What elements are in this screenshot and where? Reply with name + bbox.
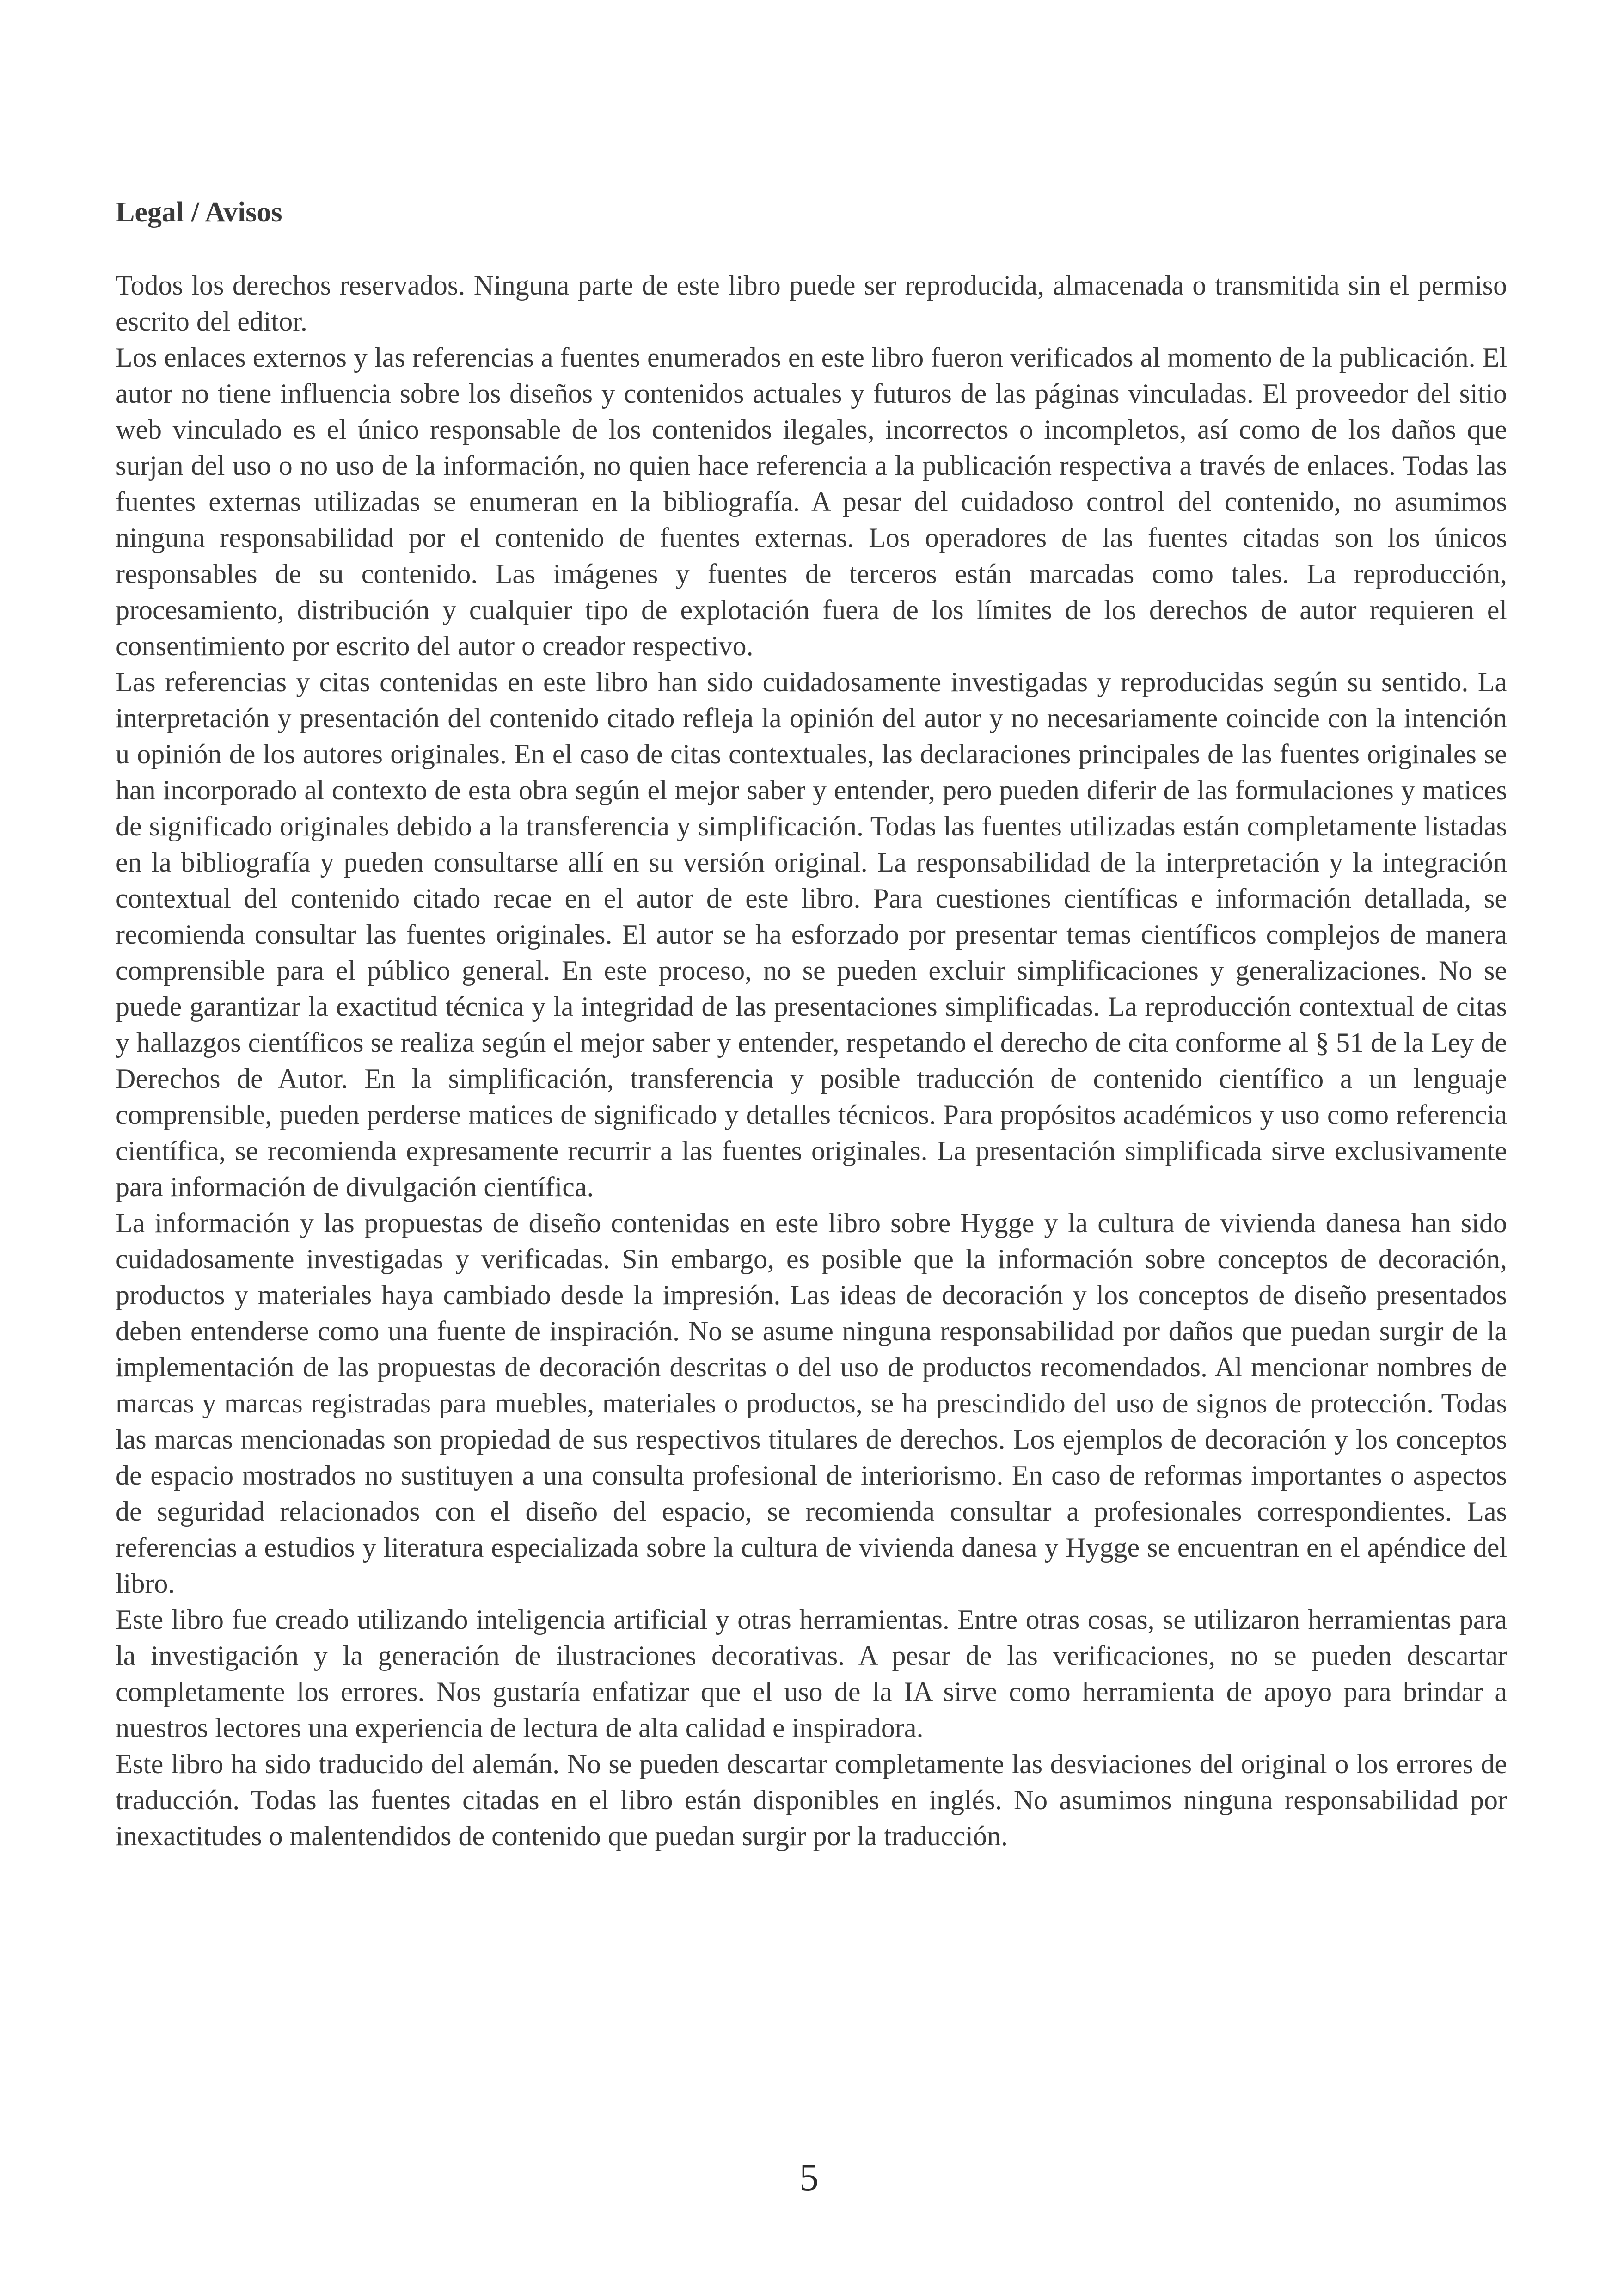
paragraph-citations: Las referencias y citas contenidas en este libro han sido cuidadosamente investigadas y reproducidas según su sentido. La interpretación y presentación del contenido citado refleja la opinión del autor y no necesariamente coincide con la intención u opinión de los autores originales. En el caso de citas contextuales, las declaraciones principales de las fuentes originales se han incorporado al contexto de esta obra según el mejor saber y entender, pero pueden diferir de las formulaciones y matices de significado originales debido a la transferencia y simplificación. Todas las fuentes utilizadas están completamente listadas en la bibliografía y pueden consultarse allí en su versión original. La responsabilidad de la interpretación y la integración contextual del contenido citado recae en el autor de este libro. Para cuestiones científicas e información detallada, se recomienda consultar las fuentes originales. El autor se ha esforzado por presentar temas científicos complejos de manera comprensible para el público general. En este proceso, no se pueden excluir simplificaciones y generalizaciones. No se puede garantizar la exactitud técnica y la integridad de las presentaciones simplificadas. La reproducción contextual de citas y hallazgos científicos se realiza según el mejor saber y entender, respetando el derecho de cita conforme al § 51 de la Ley de Derechos de Autor. En la simplificación, transferencia y posible traducción de contenido científico a un lenguaje comprensible, pueden perderse matices de significado y detalles técnicos. Para propósitos académicos y uso como referencia científica, se recomienda expresamente recurrir a las fuentes originales. La presentación simplificada sirve exclusivamente para información de divulgación científica. [116, 667, 1507, 1202]
paragraph-design-disclaimer: La información y las propuestas de diseño contenidas en este libro sobre Hygge y la cultura de vivienda danesa han sido cuidadosamente investigadas y verificadas. Sin embargo, es posible que la información sobre conceptos de decoración, productos y materiales haya cambiado desde la impresión. Las ideas de decoración y los conceptos de diseño presentados deben entenderse como una fuente de inspiración. No se asume ninguna responsabilidad por daños que puedan surgir de la implementación de las propuestas de decoración descritas o del uso de productos recomendados. Al mencionar nombres de marcas y marcas registradas para muebles, materiales o productos, se ha prescindido del uso de signos de protección. Todas las marcas mencionadas son propiedad de sus respectivos titulares de derechos. Los ejemplos de decoración y los conceptos de espacio mostrados no sustituyen a una consulta profesional de interiorismo. En caso de reformas importantes o aspectos de seguridad relacionados con el diseño del espacio, se recomienda consultar a profesionales correspondientes. Las referencias a estudios y literatura especializada sobre la cultura de vivienda danesa y Hygge se encuentran en el apéndice del libro. [116, 1208, 1507, 1599]
paragraph-copyright: Todos los derechos reservados. Ninguna parte de este libro puede ser reproducida, almacenada o transmitida sin el permiso escrito del editor. [116, 270, 1507, 337]
page-title: Legal / Avisos [116, 196, 282, 228]
page-number: 5 [799, 2156, 819, 2199]
paragraph-external-links: Los enlaces externos y las referencias a fuentes enumerados en este libro fueron verificados al momento de la publicación. El autor no tiene influencia sobre los diseños y contenidos actuales y futuros de las páginas vinculadas. El proveedor del sitio web vinculado es el único responsable de los contenidos ilegales, incorrectos o incompletos, así como de los daños que surjan del uso o no uso de la información, no quien hace referencia a la publicación respectiva a través de enlaces. Todas las fuentes externas utilizadas se enumeran en la bibliografía. A pesar del cuidadoso control del contenido, no asumimos ninguna responsabilidad por el contenido de fuentes externas. Los operadores de las fuentes citadas son los únicos responsables de su contenido. Las imágenes y fuentes de terceros están marcadas como tales. La reproducción, procesamiento, distribución y cualquier tipo de explotación fuera de los límites de los derechos de autor requieren el consentimiento por escrito del autor o creador respectivo. [116, 342, 1507, 661]
paragraph-ai-usage: Este libro fue creado utilizando inteligencia artificial y otras herramientas. Entre otras cosas, se utilizaron herramientas para la investigación y la generación de ilustraciones decorativas. A pesar de las verificaciones, no se pueden descartar completamente los errores. Nos gustaría enfatizar que el uso de la IA sirve como herramienta de apoyo para brindar a nuestros lectores una experiencia de lectura de alta calidad e inspiradora. [116, 1604, 1507, 1743]
page-content [116, 194, 1507, 1854]
paragraph-translation: Este libro ha sido traducido del alemán. No se pueden descartar completamente las desviaciones del original o los errores de traducción. Todas las fuentes citadas en el libro están disponibles en inglés. No asumimos ninguna responsabilidad por inexactitudes o malentendidos de contenido que puedan surgir por la traducción. [116, 1749, 1507, 1851]
